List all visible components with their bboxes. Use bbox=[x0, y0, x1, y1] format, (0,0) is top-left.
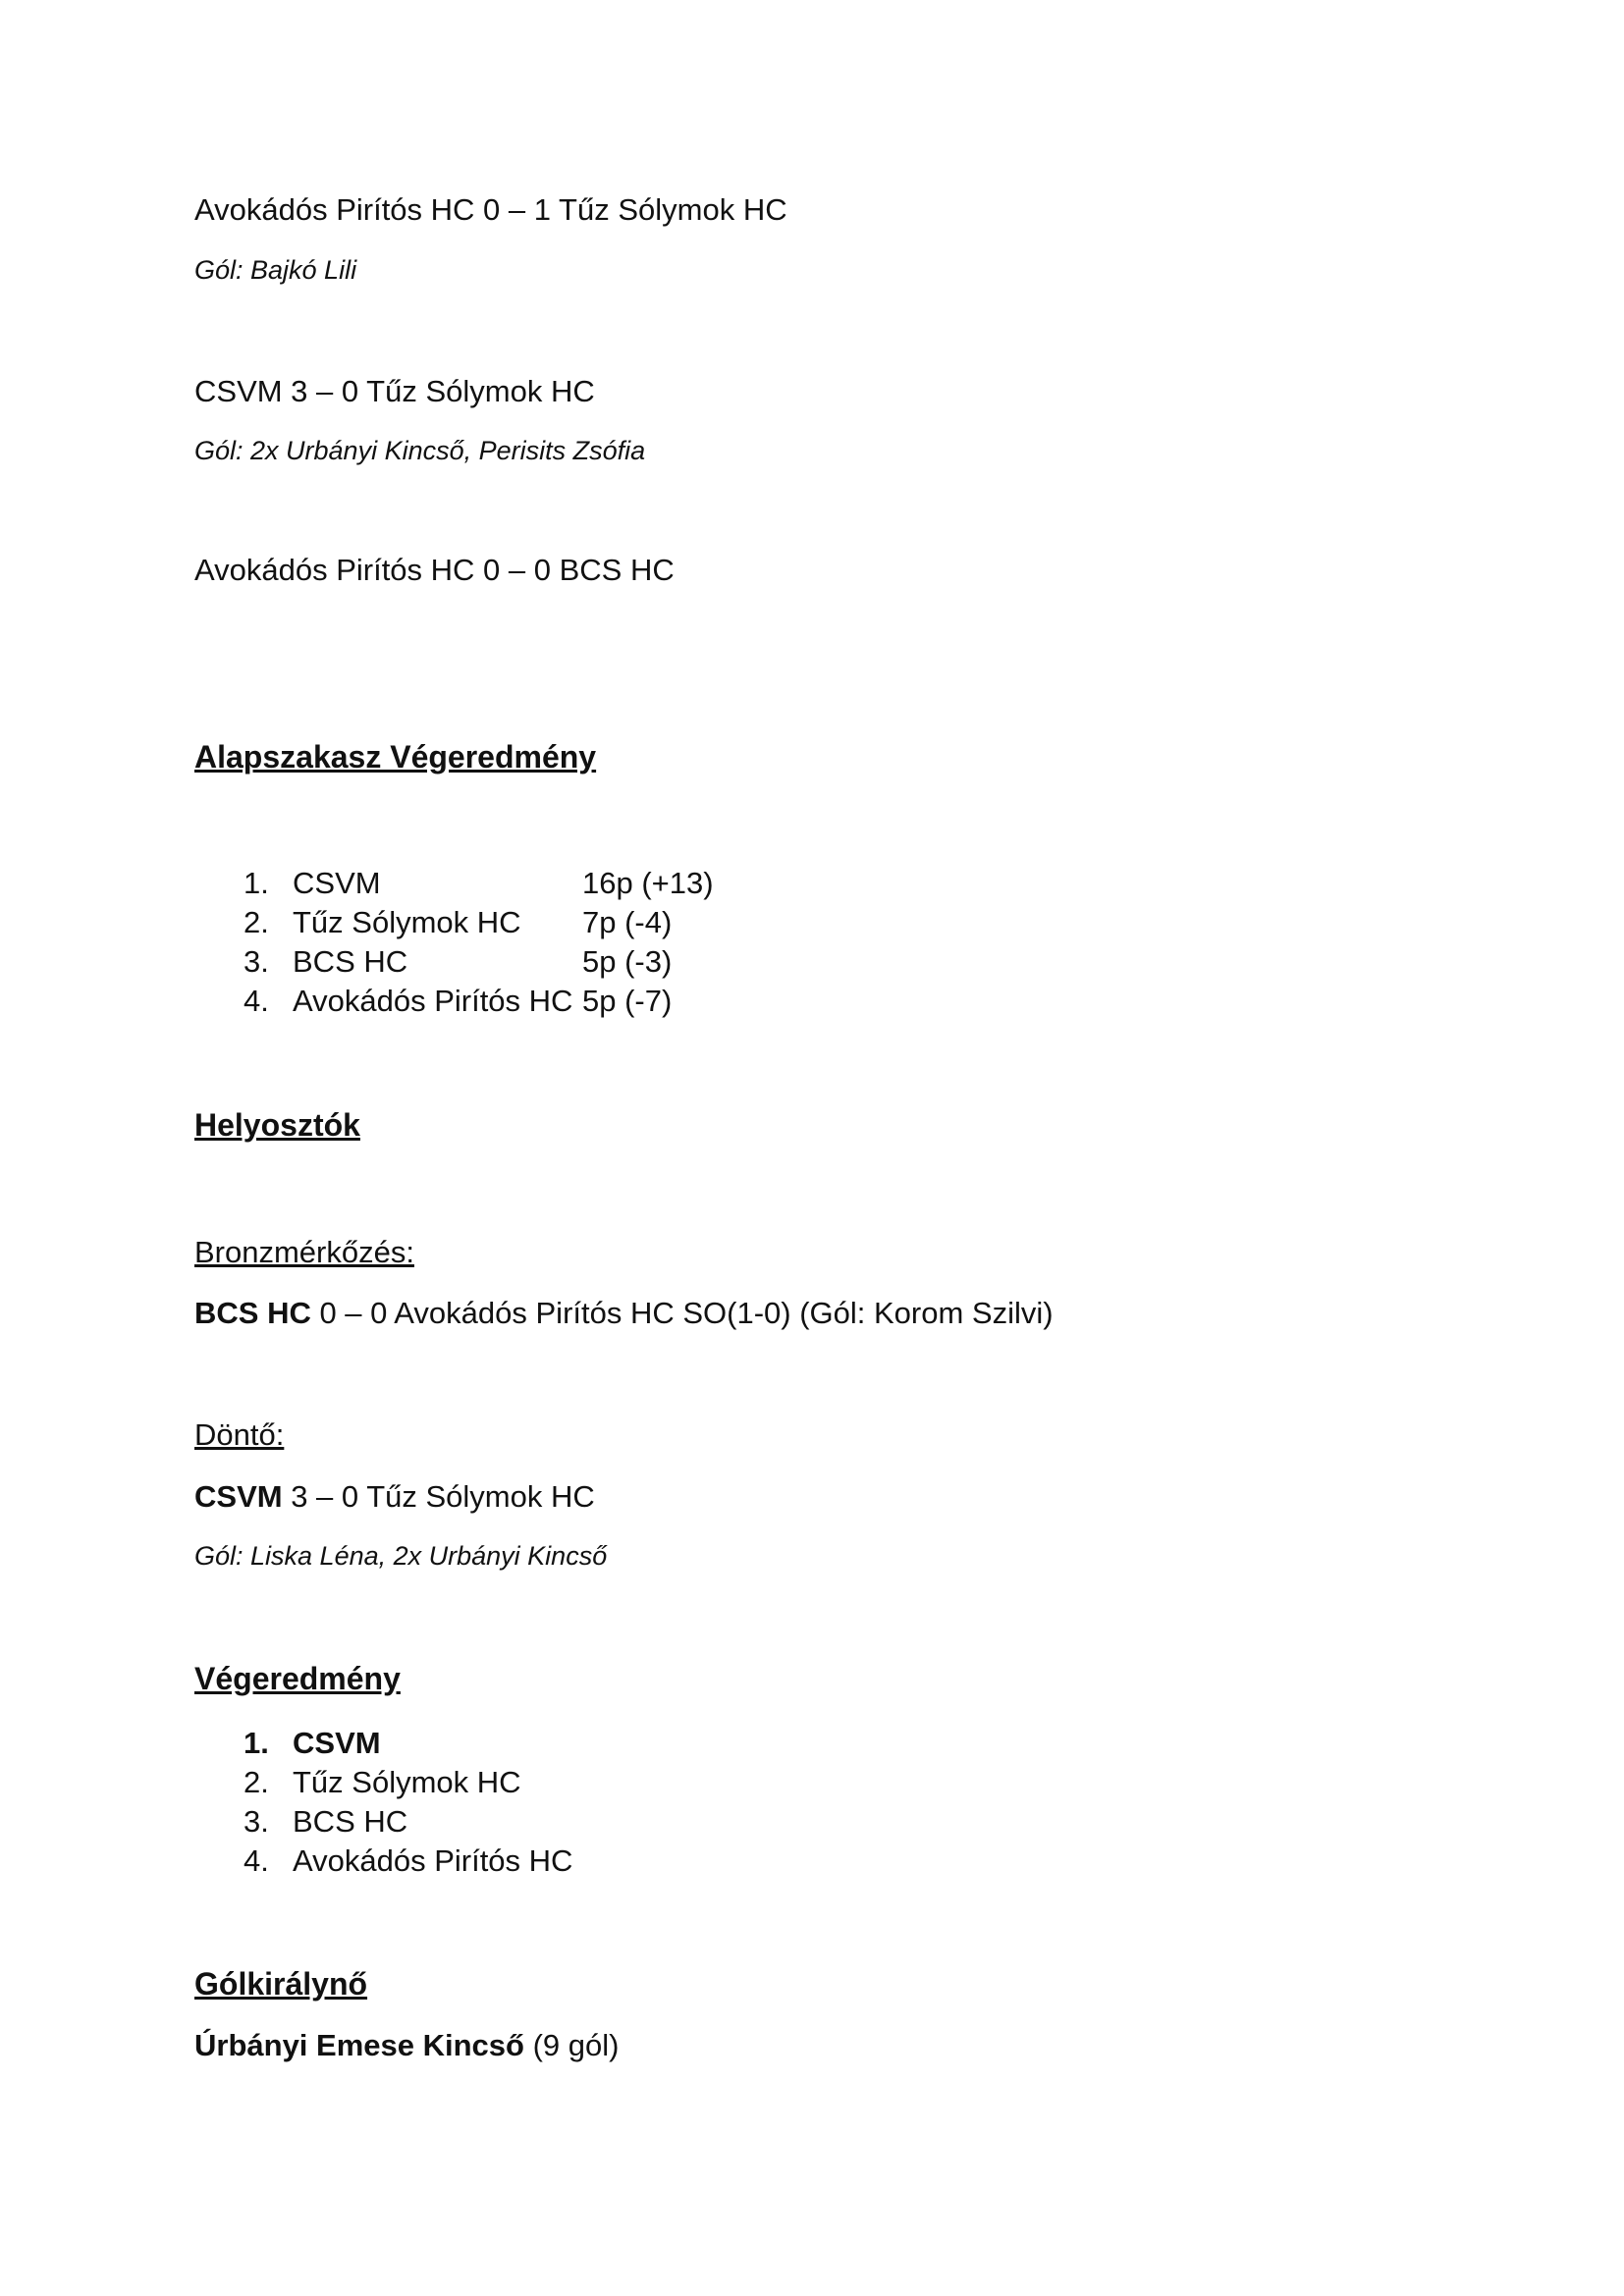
rank: 4. bbox=[244, 984, 269, 1018]
final-goals: Gól: Liska Léna, 2x Urbányi Kincső bbox=[194, 1541, 608, 1571]
top-scorer-name: Úrbányi Emese Kincső bbox=[194, 2028, 524, 2062]
final-result bbox=[194, 1479, 595, 1515]
final-standings-heading: Végeredmény bbox=[194, 1661, 401, 1696]
top-scorer-heading: Gólkirálynő bbox=[194, 1966, 368, 2002]
team-name: CSVM bbox=[293, 866, 381, 900]
match-result: CSVM 3 – 0 Tűz Sólymok HC bbox=[194, 374, 595, 408]
rank: 3. bbox=[244, 944, 269, 979]
match-goals: Gól: Bajkó Lili bbox=[194, 255, 357, 285]
team-name: Avokádós Pirítós HC bbox=[293, 984, 573, 1018]
points: 5p (-3) bbox=[582, 944, 673, 979]
points: 5p (-7) bbox=[582, 984, 673, 1018]
rank: 2. bbox=[244, 1765, 269, 1799]
final-score: 3 – 0 Tűz Sólymok HC bbox=[282, 1479, 595, 1514]
team-name: Tűz Sólymok HC bbox=[293, 1765, 521, 1799]
rank: 1. bbox=[244, 1726, 269, 1760]
placement-heading: Helyosztók bbox=[194, 1107, 360, 1143]
rank: 2. bbox=[244, 905, 269, 939]
team-name: Tűz Sólymok HC bbox=[293, 905, 521, 939]
rank: 4. bbox=[244, 1843, 269, 1878]
top-scorer-detail: (9 gól) bbox=[523, 2028, 620, 2062]
bronze-label: Bronzmérkőzés: bbox=[194, 1235, 414, 1269]
points: 16p (+13) bbox=[582, 866, 714, 900]
rank: 1. bbox=[244, 866, 269, 900]
points: 7p (-4) bbox=[582, 905, 673, 939]
final-label: Döntő: bbox=[194, 1417, 285, 1452]
team-name: Avokádós Pirítós HC bbox=[293, 1843, 573, 1878]
top-scorer-line bbox=[194, 2028, 619, 2063]
regular-season-heading: Alapszakasz Végeredmény bbox=[194, 739, 597, 774]
team-name: CSVM bbox=[293, 1726, 381, 1760]
match-goals: Gól: 2x Urbányi Kincső, Perisits Zsófia bbox=[194, 436, 646, 465]
team-name: BCS HC bbox=[293, 1804, 408, 1839]
bronze-winner: BCS HC bbox=[194, 1296, 311, 1330]
team-name: BCS HC bbox=[293, 944, 408, 979]
bronze-result bbox=[194, 1296, 1054, 1331]
final-winner: CSVM bbox=[194, 1479, 283, 1514]
bronze-score: 0 – 0 Avokádós Pirítós HC SO(1-0) (Gól: Korom Szilvi) bbox=[310, 1296, 1054, 1330]
match-result: Avokádós Pirítós HC 0 – 0 BCS HC bbox=[194, 553, 675, 587]
match-result: Avokádós Pirítós HC 0 – 1 Tűz Sólymok HC bbox=[194, 192, 787, 227]
rank: 3. bbox=[244, 1804, 269, 1839]
